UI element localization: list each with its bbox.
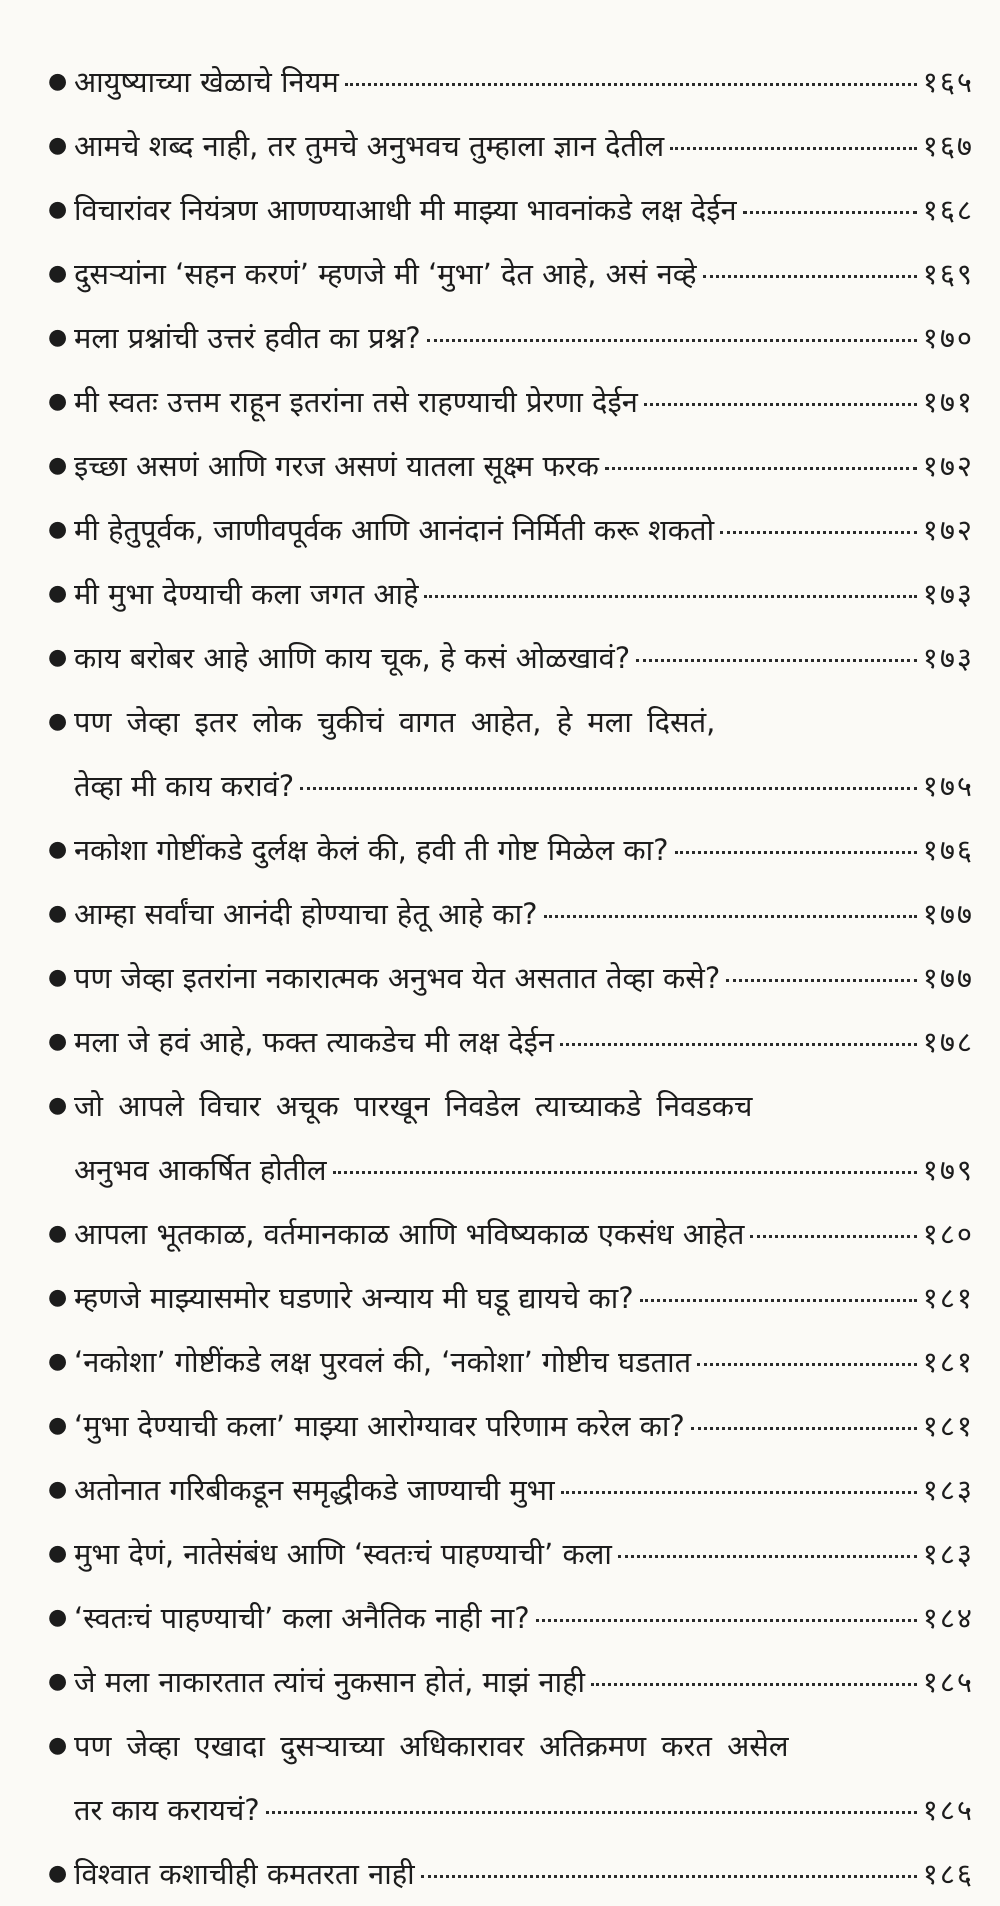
toc-entry-page-number: १८१ (922, 1409, 974, 1443)
bullet-icon: ● (48, 261, 68, 286)
toc-entry-page-number: १६७ (922, 129, 974, 163)
toc-entry-page-number: १७६ (922, 833, 974, 867)
toc-entry-page-number: १७३ (922, 577, 974, 611)
toc-entry-page-number: १८३ (922, 1537, 974, 1571)
toc-entry (48, 1010, 974, 1074)
bullet-icon: ● (48, 1285, 68, 1310)
dot-leader (427, 339, 917, 342)
dot-leader (636, 659, 917, 662)
dot-leader (421, 1875, 917, 1878)
toc-entry-title: विचारांवर नियंत्रण आणण्याआधी मी माझ्या भावनांकडे लक्ष देईन (74, 193, 737, 227)
toc-entry-title: मला प्रश्नांची उत्तरं हवीत का प्रश्न? (74, 321, 421, 355)
toc-entry-title: आयुष्याच्या खेळाचे नियम (74, 65, 339, 99)
toc-entry-row (74, 434, 974, 498)
toc-entry-row (74, 1266, 974, 1330)
toc-entry-row (74, 1650, 974, 1714)
toc-entry-page-number: १८५ (922, 1665, 974, 1699)
toc-entry (48, 882, 974, 946)
toc-entry (48, 434, 974, 498)
toc-entry (48, 1394, 974, 1458)
toc-entry-page-number: १७२ (922, 449, 974, 483)
bullet-icon: ● (48, 901, 68, 926)
toc-entry-title: आम्हा सर्वांचा आनंदी होण्याचा हेतू आहे का? (74, 897, 538, 931)
bullet-icon: ● (48, 517, 68, 542)
toc-entry-page-number: १७७ (922, 961, 974, 995)
toc-entry-row (74, 946, 974, 1010)
dot-leader (750, 1235, 916, 1238)
toc-entry-row (74, 1138, 974, 1202)
toc-entry-page-number: १८१ (922, 1345, 974, 1379)
dot-leader (726, 979, 916, 982)
dot-leader (544, 915, 917, 918)
toc-entry-row (74, 562, 974, 626)
toc-entry-row (74, 754, 974, 818)
dot-leader (618, 1555, 917, 1558)
bullet-icon: ● (48, 197, 68, 222)
bullet-icon: ● (48, 133, 68, 158)
toc-entry-title: अनुभव आकर्षित होतील (74, 1153, 327, 1187)
toc-entry-row (74, 818, 974, 882)
toc-entry-page-number: १८६ (922, 1857, 974, 1891)
toc-entry-row (74, 1202, 974, 1266)
toc-entry-title: काय बरोबर आहे आणि काय चूक, हे कसं ओळखावं? (74, 641, 631, 675)
toc-entry-row (74, 1330, 974, 1394)
bullet-icon: ● (48, 1029, 68, 1054)
toc-entry-title: ‘नकोशा’ गोष्टींकडे लक्ष पुरवलं की, ‘नकोशा’ गोष्टीच घडतात (74, 1345, 692, 1379)
toc-entry-title-line1: पण जेव्हा इतर लोक चुकीचं वागत आहेत, हे मला दिसतं, (74, 705, 716, 739)
toc-entry (48, 178, 974, 242)
toc-entry-title-line1: पण जेव्हा एखादा दुसऱ्याच्या अधिकारावर अतिक्रमण करत असेल (74, 1729, 789, 1763)
toc-entry-page-number: १६८ (922, 193, 974, 227)
toc-entry (48, 1266, 974, 1330)
bullet-icon: ● (48, 453, 68, 478)
bullet-icon: ● (48, 69, 68, 94)
toc-entry (48, 626, 974, 690)
bullet-icon: ● (48, 709, 68, 734)
toc-entry-title: मी हेतुपूर्वक, जाणीवपूर्वक आणि आनंदानं निर्मिती करू शकतो (74, 513, 715, 547)
toc-entry-row (74, 882, 974, 946)
toc-entry-row (74, 242, 974, 306)
toc-entry (48, 1842, 974, 1906)
toc-entry-page-number: १८५ (922, 1793, 974, 1827)
toc-entry (48, 50, 974, 114)
dot-leader (703, 275, 917, 278)
toc-entry (48, 562, 974, 626)
toc-entry-title: मी मुभा देण्याची कला जगत आहे (74, 577, 419, 611)
dot-leader (675, 851, 917, 854)
toc-entry-title: नकोशा गोष्टींकडे दुर्लक्ष केलं की, हवी ती गोष्ट मिळेल का? (74, 833, 669, 867)
dot-leader (345, 83, 917, 86)
toc-entry-page-number: १७९ (922, 1153, 974, 1187)
toc-entry-row (74, 626, 974, 690)
toc-entry-row (74, 1010, 974, 1074)
dot-leader (644, 403, 917, 406)
toc-entry-page-number: १७३ (922, 641, 974, 675)
toc-entry (48, 1074, 974, 1202)
bullet-icon: ● (48, 1605, 68, 1630)
bullet-icon: ● (48, 1669, 68, 1694)
toc-entry (48, 370, 974, 434)
toc-entry-title-line1: जो आपले विचार अचूक पारखून निवडेल त्याच्याकडे निवडकच (74, 1089, 753, 1123)
toc-entry-row (74, 50, 974, 114)
toc-entry-page-number: १८४ (922, 1601, 974, 1635)
toc-entry (48, 1714, 974, 1842)
dot-leader (691, 1427, 917, 1430)
toc-entry-title: मी स्वतः उत्तम राहून इतरांना तसे राहण्याची प्रेरणा देईन (74, 385, 638, 419)
bullet-icon: ● (48, 581, 68, 606)
bullet-icon: ● (48, 645, 68, 670)
dot-leader (640, 1299, 917, 1302)
toc-entry (48, 1458, 974, 1522)
toc-entry (48, 1522, 974, 1586)
toc-entry-row (74, 1778, 974, 1842)
toc-entry-title: आपला भूतकाळ, वर्तमानकाळ आणि भविष्यकाळ एकसंध आहेत (74, 1217, 745, 1251)
toc-entry (48, 818, 974, 882)
bullet-icon: ● (48, 837, 68, 862)
toc-entry (48, 946, 974, 1010)
toc-entry-page-number: १६५ (922, 65, 974, 99)
bullet-icon: ● (48, 1093, 68, 1118)
dot-leader (333, 1171, 917, 1174)
toc-entry-title: तेव्हा मी काय करावं? (74, 769, 295, 803)
toc-entry (48, 306, 974, 370)
bullet-icon: ● (48, 1733, 68, 1758)
toc-entry-title: मुभा देणं, नातेसंबंध आणि ‘स्वतःचं पाहण्याची’ कला (74, 1537, 612, 1571)
toc-entry-row (74, 498, 974, 562)
toc-entry-title: इच्छा असणं आणि गरज असणं यातला सूक्ष्म फरक (74, 449, 599, 483)
toc-entry-row (74, 1458, 974, 1522)
bullet-icon: ● (48, 1413, 68, 1438)
dot-leader (720, 531, 917, 534)
toc-entry (48, 1650, 974, 1714)
toc-entry (48, 114, 974, 178)
dot-leader (591, 1683, 917, 1686)
bullet-icon: ● (48, 1541, 68, 1566)
toc-entry-row (74, 1394, 974, 1458)
toc-entry-title: पण जेव्हा इतरांना नकारात्मक अनुभव येत असतात तेव्हा कसे? (74, 961, 721, 995)
dot-leader (266, 1811, 917, 1814)
bullet-icon: ● (48, 1477, 68, 1502)
toc-entry-title: आमचे शब्द नाही, तर तुमचे अनुभवच तुम्हाला ज्ञान देतील (74, 129, 665, 163)
dot-leader (670, 147, 917, 150)
toc-entry-page-number: १६९ (922, 257, 974, 291)
dot-leader (424, 595, 916, 598)
toc-entry-title: जे मला नाकारतात त्यांचं नुकसान होतं, माझं नाही (74, 1665, 586, 1699)
toc-entry-page-number: १७७ (922, 897, 974, 931)
dot-leader (697, 1363, 917, 1366)
bullet-icon: ● (48, 1221, 68, 1246)
toc-entry-page-number: १७१ (922, 385, 974, 419)
toc-entry-row (74, 1842, 974, 1906)
bullet-icon: ● (48, 325, 68, 350)
dot-leader (560, 1043, 917, 1046)
toc-entry-page-number: १७८ (922, 1025, 974, 1059)
table-of-contents (48, 50, 974, 1906)
dot-leader (536, 1619, 917, 1622)
bullet-icon: ● (48, 1861, 68, 1886)
toc-entry-page-number: १७२ (922, 513, 974, 547)
toc-entry-title: विश्वात कशाचीही कमतरता नाही (74, 1857, 415, 1891)
toc-entry-title: मला जे हवं आहे, फक्त त्याकडेच मी लक्ष देईन (74, 1025, 554, 1059)
toc-entry-title: दुसऱ्यांना ‘सहन करणं’ म्हणजे मी ‘मुभा’ देत आहे, असं नव्हे (74, 257, 697, 291)
toc-entry-title: ‘मुभा देण्याची कला’ माझ्या आरोग्यावर परिणाम करेल का? (74, 1409, 685, 1443)
toc-entry (48, 690, 974, 818)
toc-entry-page-number: १८३ (922, 1473, 974, 1507)
toc-entry (48, 242, 974, 306)
dot-leader (561, 1491, 917, 1494)
bullet-icon: ● (48, 965, 68, 990)
toc-entry-row (74, 1586, 974, 1650)
toc-entry-row (74, 114, 974, 178)
toc-entry-title: तर काय करायचं? (74, 1793, 260, 1827)
toc-entry-title: म्हणजे माझ्यासमोर घडणारे अन्याय मी घडू द्यायचे का? (74, 1281, 634, 1315)
toc-entry (48, 1586, 974, 1650)
toc-entry-page-number: १८१ (922, 1281, 974, 1315)
bullet-icon: ● (48, 389, 68, 414)
toc-entry-page-number: १७५ (922, 769, 974, 803)
toc-entry-page-number: १७० (922, 321, 974, 355)
toc-entry (48, 1202, 974, 1266)
toc-entry-row (74, 370, 974, 434)
toc-entry-title: अतोनात गरिबीकडून समृद्धीकडे जाण्याची मुभा (74, 1473, 555, 1507)
toc-entry (48, 1330, 974, 1394)
dot-leader (605, 467, 917, 470)
toc-entry-row (74, 178, 974, 242)
toc-entry-row (74, 306, 974, 370)
toc-entry-title: ‘स्वतःचं पाहण्याची’ कला अनैतिक नाही ना? (74, 1601, 530, 1635)
toc-entry-page-number: १८० (922, 1217, 974, 1251)
dot-leader (300, 787, 917, 790)
bullet-icon: ● (48, 1349, 68, 1374)
toc-entry-row (74, 1522, 974, 1586)
toc-entry (48, 498, 974, 562)
dot-leader (743, 211, 917, 214)
